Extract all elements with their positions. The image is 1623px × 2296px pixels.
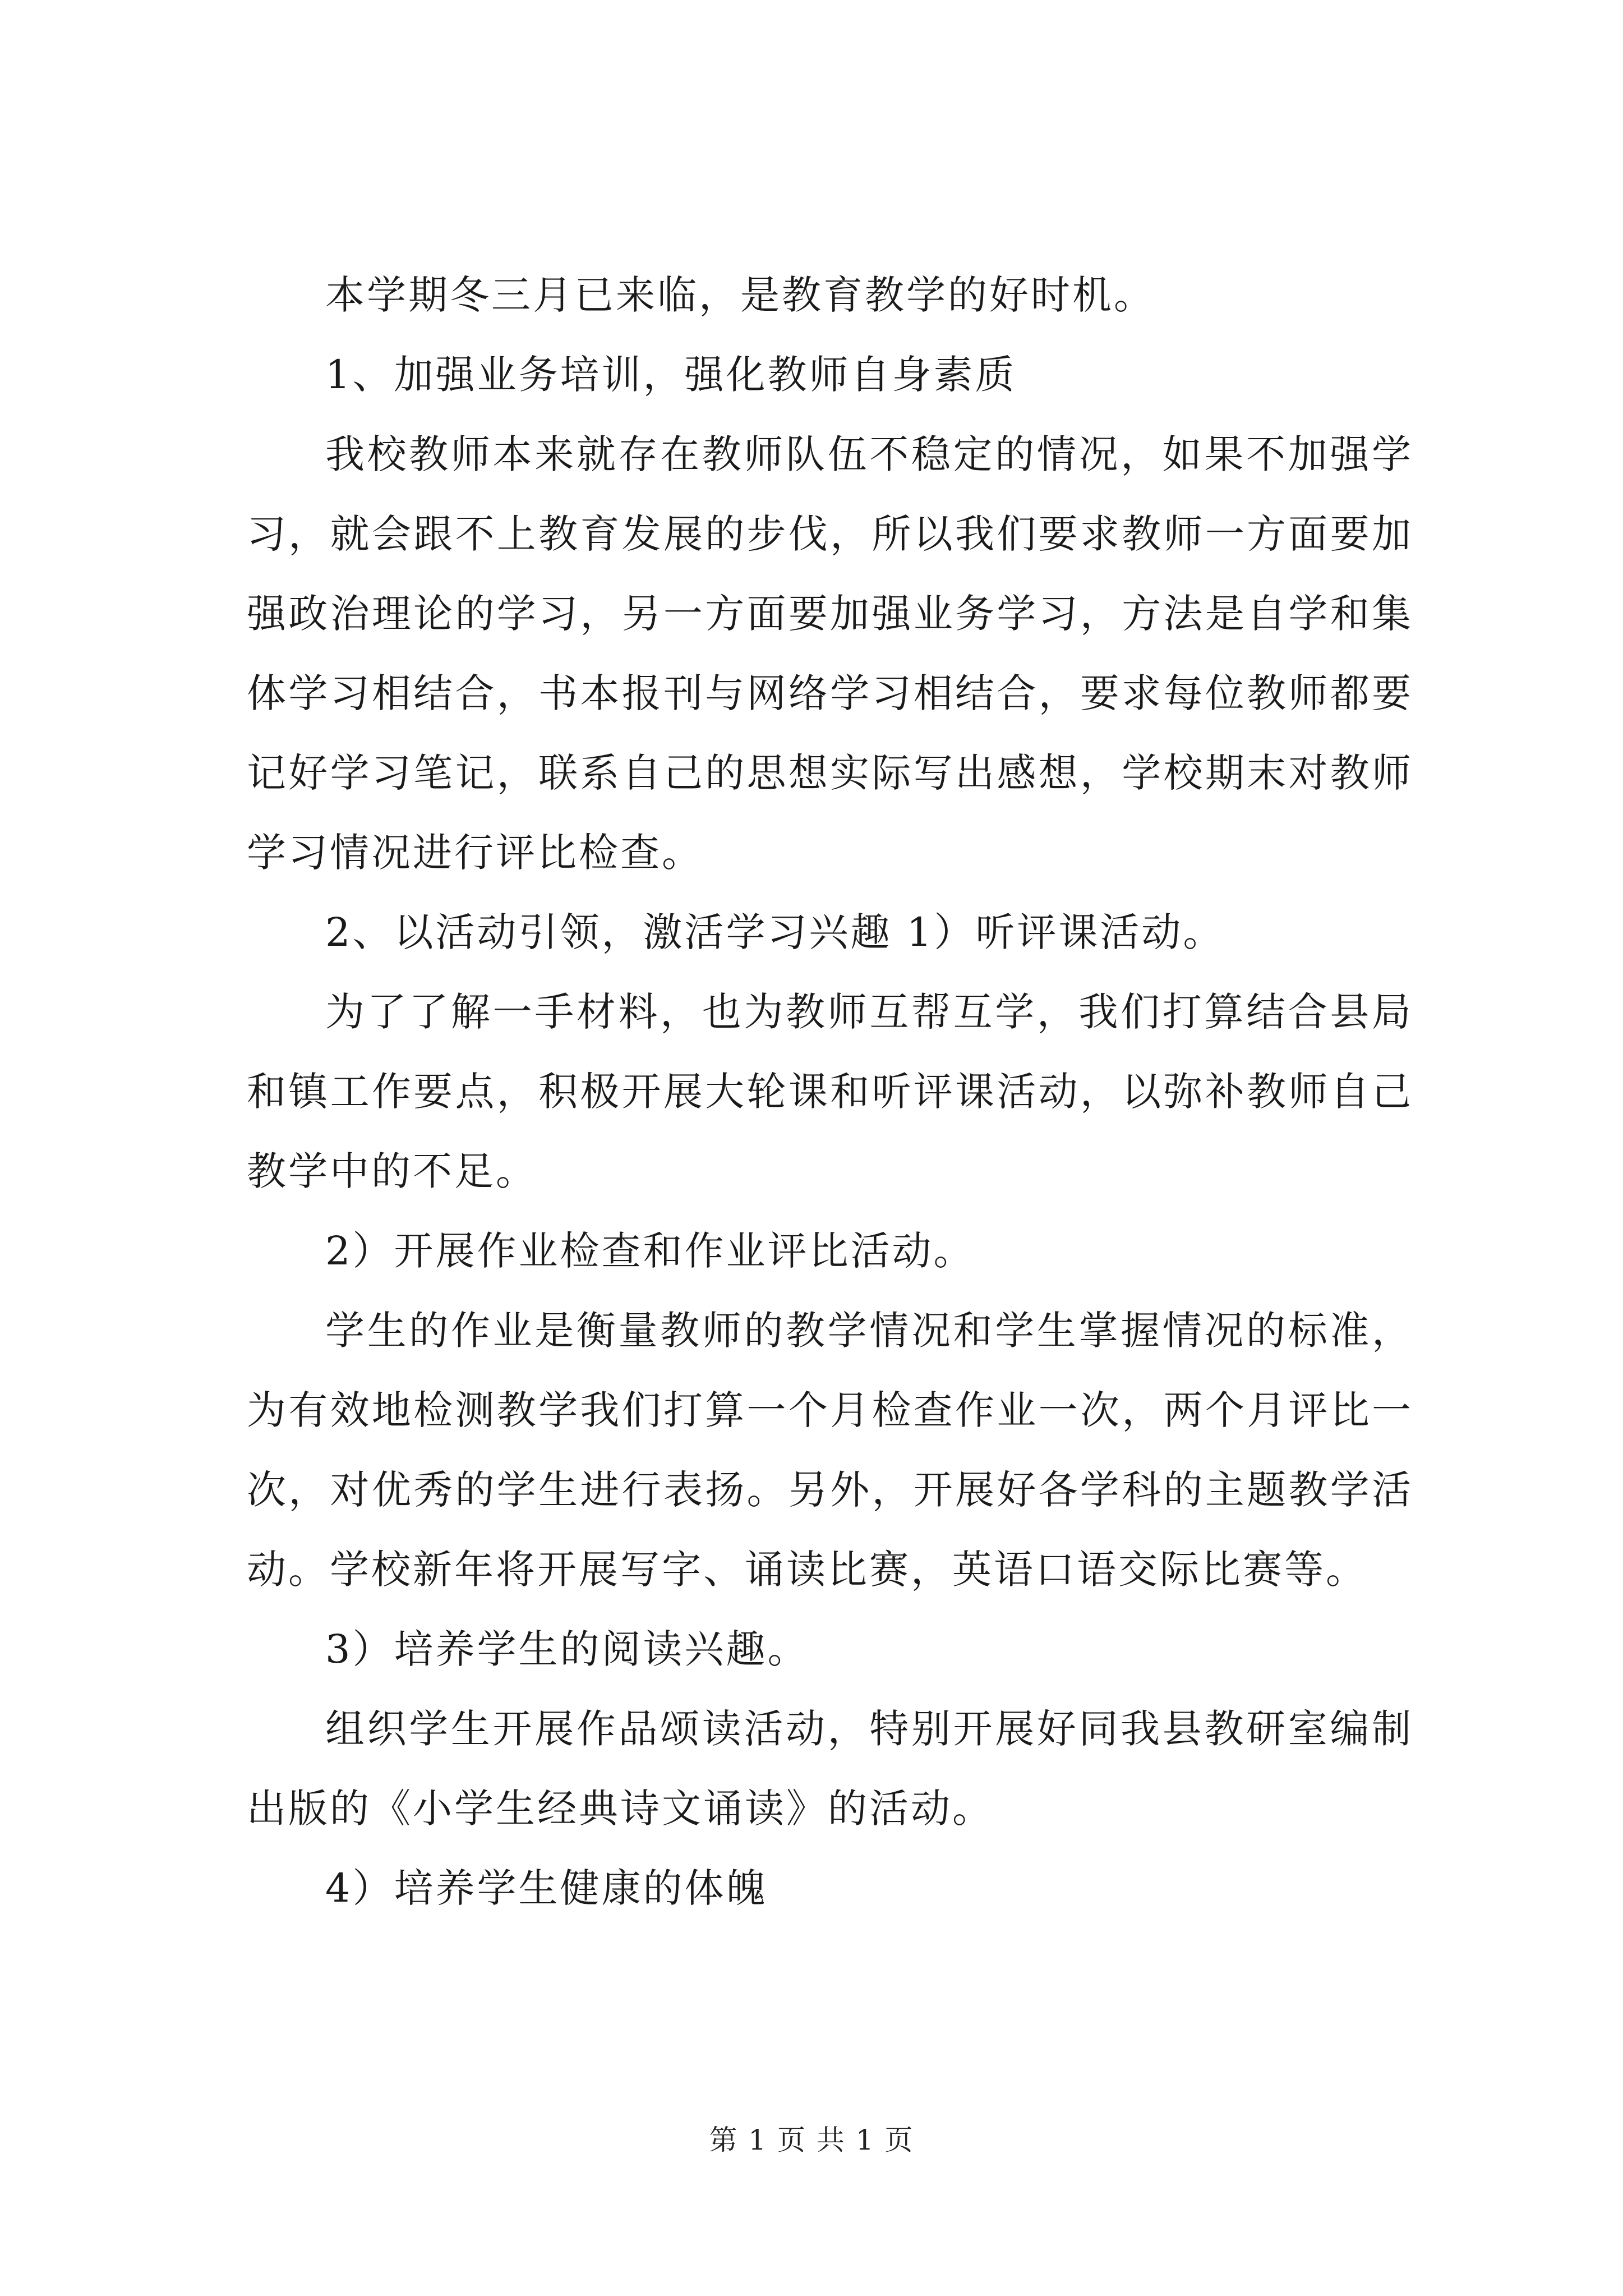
paragraph-reading: 组织学生开展作品颂读活动，特别开展好同我县教研室编制出版的《小学生经典诗文诵读》的活动。 <box>247 1706 1413 1832</box>
paragraph-lesson-observation: 为了了解一手材料，也为教师互帮互学，我们打算结合县局和镇工作要点，积极开展大轮课和听评课活动，以弥补教师自己教学中的不足。 <box>247 989 1413 1194</box>
subheading-reading-interest: 3）培养学生的阅读兴趣。 <box>325 1626 809 1672</box>
subheading-physical-health: 4）培养学生健康的体魄 <box>325 1865 768 1911</box>
paragraph-intro: 本学期冬三月已来临，是教育教学的好时机。 <box>325 272 1155 318</box>
heading-2-activities: 2、以活动引领，激活学习兴趣 1）听评课活动。 <box>325 909 1225 955</box>
paragraph-training: 我校教师本来就存在教师队伍不稳定的情况，如果不加强学习，就会跟不上教育发展的步伐，所以我们要求教师一方面要加强政治理论的学习，另一方面要加强业务学习，方法是自学和集体学习相结合，书本报刊与网络学习相结合，要求每位教师都要记好学习笔记，联系自己的思想实际写出感想，学校期末对教师学习情况进行评比检查。 <box>247 431 1413 876</box>
document-body <box>247 255 1413 1928</box>
subheading-homework-check: 2）开展作业检查和作业评比活动。 <box>325 1228 975 1274</box>
page-footer: 第 1 页 共 1 页 <box>709 2124 914 2156</box>
paragraph-homework: 学生的作业是衡量教师的教学情况和学生掌握情况的标准，为有效地检测教学我们打算一个月检查作业一次，两个月评比一次，对优秀的学生进行表扬。另外，开展好各学科的主题教学活动。学校新年将开展写字、诵读比赛，英语口语交际比赛等。 <box>247 1308 1413 1593</box>
heading-1-training: 1、加强业务培训，强化教师自身素质 <box>325 352 1017 398</box>
